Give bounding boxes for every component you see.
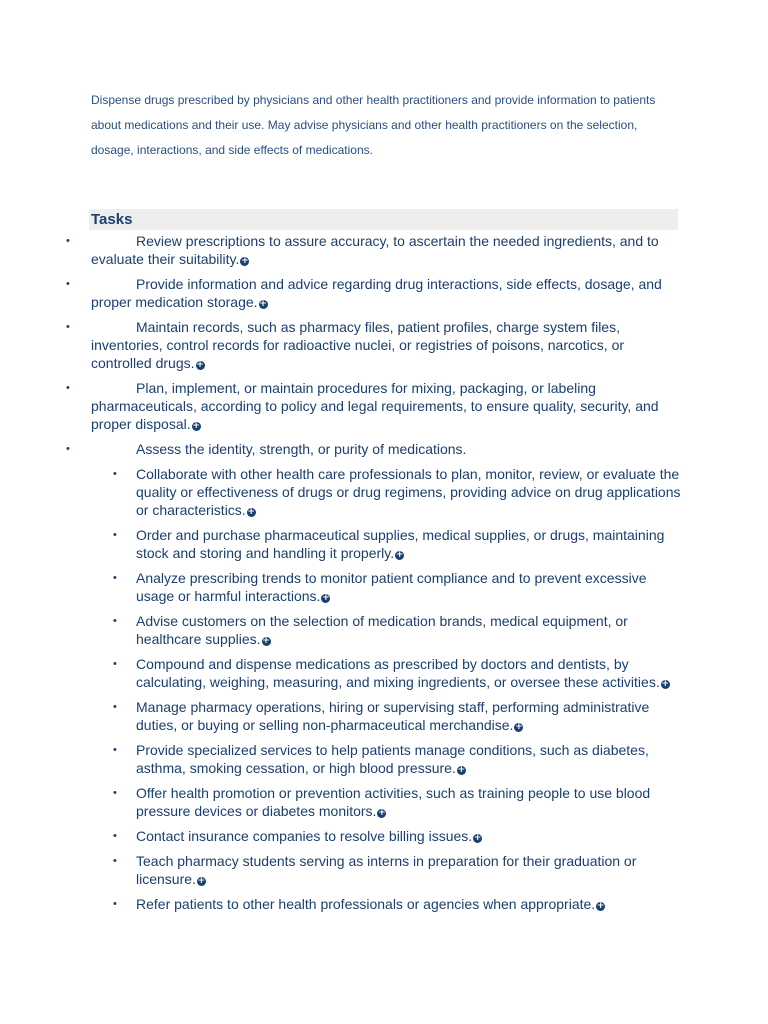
- bullet-icon: •: [113, 701, 117, 713]
- bullet-icon: •: [113, 855, 117, 867]
- bullet-icon: •: [113, 572, 117, 584]
- task-text-block: [91, 232, 676, 268]
- bullet-icon: •: [66, 235, 70, 247]
- expand-plus-icon[interactable]: +: [192, 421, 200, 431]
- tasks-section-header: [89, 209, 678, 230]
- task-text-block: [136, 784, 681, 820]
- task-list-item: [0, 741, 681, 777]
- task-list: [0, 232, 768, 920]
- bullet-icon: •: [113, 744, 117, 756]
- task-text-block: [91, 440, 676, 458]
- task-text: Provide specialized services to help patients manage conditions, such as diabetes, asthma, smoking cessation, or high blood pressure.: [136, 742, 649, 776]
- task-text: Compound and dispense medications as prescribed by doctors and dentists, by calculating, weighing, measuring, and mixing ingredients, or oversee these activities.: [136, 656, 660, 690]
- task-text: Maintain records, such as pharmacy files, patient profiles, charge system files, inventories, control records for radioactive nuclei, or registries of poisons, narcotics, or controlled drugs.: [91, 319, 625, 371]
- expand-plus-icon[interactable]: +: [395, 550, 404, 560]
- task-list-item: [0, 318, 676, 372]
- task-text-block: [136, 741, 681, 777]
- task-text-block: [136, 827, 681, 845]
- task-list-item: [0, 655, 681, 691]
- task-text-block: [136, 852, 681, 888]
- task-text-block: [136, 895, 681, 913]
- task-list-item: [0, 526, 681, 562]
- task-text: Teach pharmacy students serving as interns in preparation for their graduation or licensure.: [136, 853, 637, 887]
- bullet-icon: •: [66, 443, 70, 455]
- task-text-block: [136, 698, 681, 734]
- bullet-icon: •: [113, 468, 117, 480]
- task-text: Provide information and advice regarding drug interactions, side effects, dosage, and proper medication storage.: [91, 276, 662, 310]
- bullet-icon: •: [66, 321, 70, 333]
- task-text: Review prescriptions to assure accuracy, to ascertain the needed ingredients, and to evaluate their suitability.: [91, 233, 659, 267]
- task-text-block: [136, 465, 681, 519]
- task-text: Offer health promotion or prevention activities, such as training people to use blood pressure devices or diabetes monitors.: [136, 785, 651, 819]
- task-list-item: [0, 698, 681, 734]
- task-text-block: [136, 569, 681, 605]
- task-list-item: [0, 275, 676, 311]
- task-text-block: [91, 318, 676, 372]
- bullet-icon: •: [113, 658, 117, 670]
- task-text: Plan, implement, or maintain procedures for mixing, packaging, or labeling pharmaceuticals, according to policy and legal requirements, to ensure quality, security, and proper disposal.: [91, 380, 659, 432]
- task-text-block: [91, 275, 676, 311]
- task-list-item: [0, 895, 681, 913]
- expand-plus-icon[interactable]: +: [247, 507, 255, 517]
- expand-plus-icon[interactable]: +: [322, 593, 330, 603]
- task-list-item: [0, 827, 681, 845]
- expand-plus-icon[interactable]: +: [457, 765, 466, 775]
- bullet-icon: •: [66, 382, 70, 394]
- expand-plus-icon[interactable]: +: [473, 833, 482, 843]
- task-text: Analyze prescribing trends to monitor patient compliance and to prevent excessive usage or harmful interactions.: [136, 570, 647, 604]
- task-text: Assess the identity, strength, or purity of medications.: [136, 441, 467, 457]
- expand-plus-icon[interactable]: +: [197, 876, 206, 886]
- task-text: Refer patients to other health professionals or agencies when appropriate.: [136, 896, 596, 912]
- task-list-item: [0, 569, 681, 605]
- bullet-icon: •: [113, 898, 117, 910]
- expand-plus-icon[interactable]: +: [259, 299, 267, 309]
- expand-plus-icon[interactable]: +: [262, 636, 270, 646]
- expand-plus-icon[interactable]: +: [596, 901, 605, 911]
- expand-plus-icon[interactable]: +: [661, 679, 669, 689]
- task-text: Order and purchase pharmaceutical supplies, medical supplies, or drugs, maintaining stock and storing and handling it properly.: [136, 527, 665, 561]
- tasks-heading: Tasks: [91, 211, 133, 228]
- task-text: Advise customers on the selection of medication brands, medical equipment, or healthcare supplies.: [136, 613, 628, 647]
- task-list-item: [0, 784, 681, 820]
- occupation-description: Dispense drugs prescribed by physicians and other health practitioners and provide information to patients about medications and their use. May advise physicians and other health practitioners on the selection, dosage, interactions, and side effects of medications.: [91, 93, 656, 157]
- task-text-block: [91, 379, 676, 433]
- bullet-icon: •: [113, 830, 117, 842]
- expand-plus-icon[interactable]: +: [241, 256, 249, 266]
- task-text: Collaborate with other health care professionals to plan, monitor, review, or evaluate the quality or effectiveness of drugs or drug regimens, providing advice on drug applications or characteristics.: [136, 466, 681, 518]
- bullet-icon: •: [113, 529, 117, 541]
- expand-plus-icon[interactable]: +: [378, 808, 386, 818]
- task-list-item: [0, 379, 676, 433]
- task-list-item: [0, 612, 681, 648]
- task-list-item: [0, 465, 681, 519]
- task-text-block: [136, 612, 681, 648]
- bullet-icon: •: [113, 787, 117, 799]
- task-text-block: [136, 526, 681, 562]
- bullet-icon: •: [113, 615, 117, 627]
- bullet-icon: •: [66, 278, 70, 290]
- task-list-item: [0, 852, 681, 888]
- task-text-block: [136, 655, 681, 691]
- task-list-item: [0, 232, 676, 268]
- task-text: Contact insurance companies to resolve billing issues.: [136, 828, 473, 844]
- expand-plus-icon[interactable]: +: [196, 360, 204, 370]
- task-text: Manage pharmacy operations, hiring or supervising staff, performing administrative duties, or buying or selling non-pharmaceutical merchandise.: [136, 699, 650, 733]
- task-list-item: [0, 440, 676, 458]
- expand-plus-icon[interactable]: +: [515, 722, 523, 732]
